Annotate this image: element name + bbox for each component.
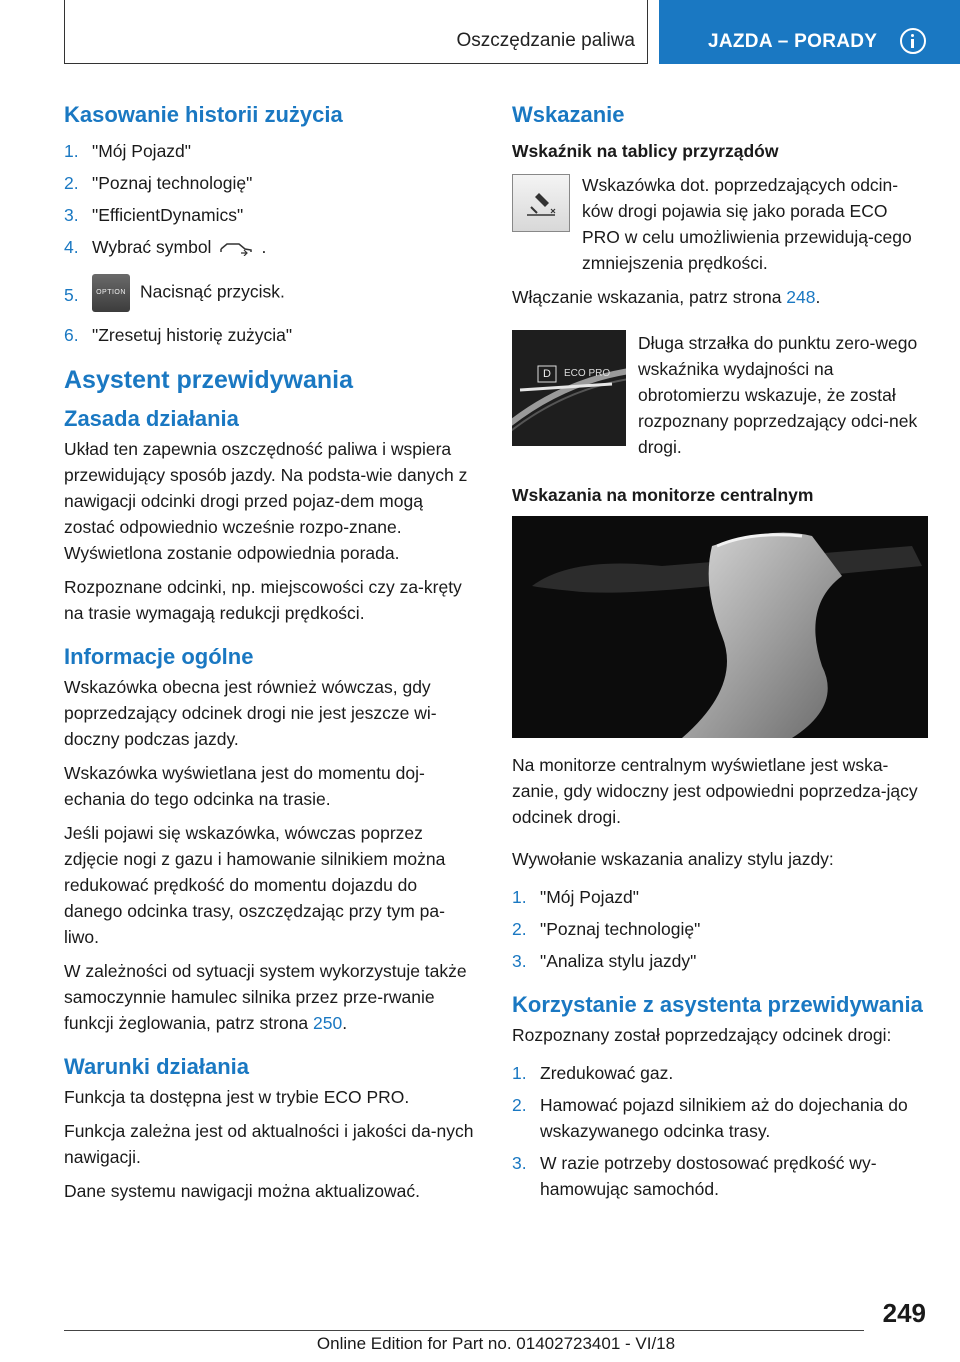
option-button-icon: OPTION [92,274,130,312]
step-text: Wybrać symbol [92,237,212,257]
step-text: "Mój Pojazd" [540,887,639,907]
usage-steps-list [512,1060,928,1202]
eco-pro-label: ECO PRO [564,368,611,379]
footer-edition: Online Edition for Part no. 01402723401 - VI/18 [316,1334,676,1353]
general-paragraph-1: Wskazówka obecna jest również wówczas, gdy poprzedzający odcinek drogi nie jest jeszcze wi‐doczny podczas jazdy. [64,677,437,749]
conditions-heading: Warunki działania [64,1054,250,1079]
central-monitor-road-image [512,516,928,738]
monitor-subheading: Wskazania na monitorze centralnym [512,485,814,505]
general-paragraph-2: Wskazówka wyświetlana jest do momentu doj‐echania do tego odcinka na trasie. [64,763,425,809]
step-text: "Poznaj technologię" [540,919,701,939]
step-text: "Mój Pojazd" [92,141,191,161]
right-column [512,100,928,1210]
step-text: Hamować pojazd silnikiem aż do dojechania do wskazywanego odcinka trasy. [540,1095,908,1141]
list-item [512,1060,928,1086]
dash-figure-row [512,330,928,460]
conditions-paragraph-3: Dane systemu nawigacji można aktualizować. [64,1181,420,1201]
info-icon[interactable] [900,28,926,54]
step-number: 2. [512,919,527,939]
step-text: "Zresetuj historię zużycia" [92,325,293,345]
list-item [64,234,478,260]
principle-paragraph-1: Układ ten zapewnia oszczędność paliwa i wspiera przewidujący sposób jazdy. Na podsta‐wie danych z nawigacji odcinki drogi przed pojaz‐dem mogą zostać odpowiednio wcześnie rozpo‐znane. Wyświetlona zostanie odpowiednia porada. [64,439,468,563]
general-paragraph-3: Jeśli pojawi się wskazówka, wówczas poprzez zdjęcie nogi z gazu i hamowanie silnikiem można redukować prędkość do momentu dojazdu do danego odcinka trasy, oszczędzając przy tym pa‐liwo. [64,823,446,947]
step-suffix: . [261,237,267,257]
cluster-figure-row [512,172,928,276]
principle-paragraph-2: Rozpoznane odcinki, np. miejscowości czy za‐kręty na trasie wymagają redukcji prędkości. [64,577,462,623]
page-number: 249 [882,1298,926,1328]
assistant-heading: Asystent przewidywania [64,366,353,394]
step-text: Zredukować gaz. [540,1063,674,1083]
step-number: 1. [512,1063,527,1083]
monitor-steps-list [512,884,928,974]
usage-heading: Korzystanie z asystenta przewidywania [512,992,923,1017]
step-text: "EfficientDynamics" [92,205,244,225]
conditions-paragraph-2: Funkcja zależna jest od aktualności i jakości da‐nych nawigacji. [64,1121,474,1167]
principle-heading: Zasada działania [64,406,239,431]
foot-off-pedal-icon [512,174,570,232]
step-text: "Poznaj technologię" [92,173,253,193]
tachometer-eco-image [512,330,626,446]
step-number: 2. [512,1095,527,1115]
list-item [512,1092,928,1144]
step-number: 3. [512,951,527,971]
general-paragraph-4 [64,958,478,1036]
cluster-paragraph-1: Wskazówka dot. poprzedzających odcin‐ków drogi pojawia się jako porada ECO PRO w celu umożliwienia przewidują‐cego zmniejszenia prędkości. [582,175,912,273]
left-column [64,100,478,1212]
step-number: 2. [64,173,79,193]
paragraph-end: . [342,1013,348,1033]
list-item [512,884,928,910]
cluster-subheading: Wskaźnik na tablicy przyrządów [512,141,779,161]
list-item [64,138,478,164]
footer-divider [64,1330,864,1331]
page-link-250[interactable]: 250 [313,1013,343,1033]
car-efficiency-icon [217,240,255,256]
step-number: 1. [512,887,527,907]
paragraph-text: Włączanie wskazania, patrz strona [512,287,787,307]
conditions-paragraph-1: Funkcja ta dostępna jest w trybie ECO PRO. [64,1087,410,1107]
monitor-paragraph-2: Wywołanie wskazania analizy stylu jazdy: [512,849,834,869]
list-item [64,274,478,312]
header-chapter-title: JAZDA – PORADY [708,31,878,52]
step-number: 5. [64,285,79,305]
cluster-paragraph-2 [512,284,928,310]
step-text: Nacisnąć przycisk. [140,281,285,302]
usage-paragraph: Rozpoznany został poprzedzający odcinek drogi: [512,1025,892,1045]
general-info-heading: Informacje ogólne [64,644,254,669]
list-item [64,202,478,228]
arrow-paragraph: Długa strzałka do punktu zero‐wego wskaźnika wydajności na obrotomierzu wskazuje, że został rozpoznany poprzedzający odci‐nek drogi. [638,333,918,457]
list-item [512,948,928,974]
reset-steps-list [64,138,478,348]
monitor-paragraph-1: Na monitorze centralnym wyświetlane jest wska‐zanie, gdy widoczny jest odpowiedni poprzedza‐jący odcinek drogi. [512,755,918,827]
header-section-title: Oszczędzanie paliwa [456,30,635,51]
gear-label: D [543,368,551,380]
step-number: 6. [64,325,79,345]
list-item [64,322,478,348]
step-number: 4. [64,237,79,257]
list-item [512,1150,928,1202]
step-text: "Analiza stylu jazdy" [540,951,697,971]
header-chapter-tab[interactable] [659,0,960,64]
reset-history-heading: Kasowanie historii zużycia [64,102,343,127]
page-link-248[interactable]: 248 [786,287,816,307]
display-heading: Wskazanie [512,102,625,127]
step-number: 3. [64,205,79,225]
list-item [512,916,928,942]
header-section-box [64,0,648,64]
step-number: 3. [512,1153,527,1173]
step-text: W razie potrzeby dostosować prędkość wy‐hamowując samochód. [540,1153,877,1199]
list-item [64,170,478,196]
paragraph-end: . [815,287,821,307]
paragraph-text: W zależności od sytuacji system wykorzystuje także samoczynnie hamulec silnika przez prze‐rwanie funkcji żeglowania, patrz strona [64,961,467,1033]
step-number: 1. [64,141,79,161]
